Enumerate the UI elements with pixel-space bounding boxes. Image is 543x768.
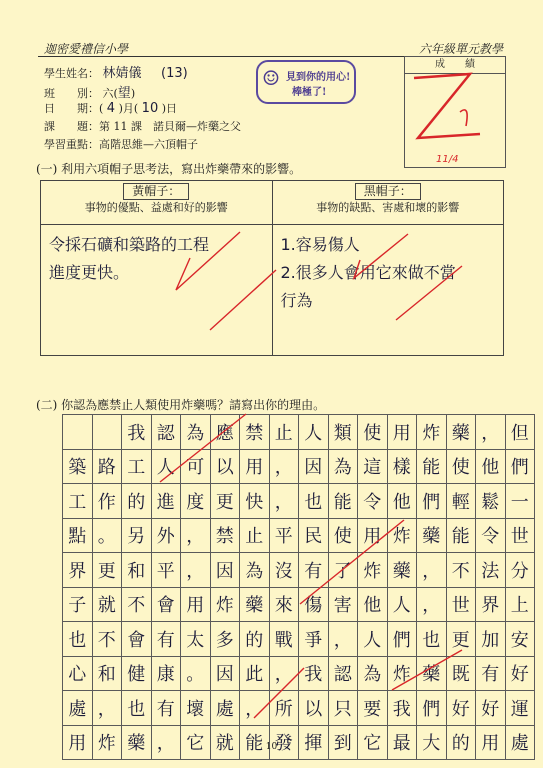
essay-cell: 人 — [299, 415, 329, 450]
essay-cell: 樣 — [387, 449, 417, 484]
black-answer-line: 行為 — [280, 291, 313, 310]
essay-cell: 炸 — [92, 725, 122, 760]
essay-cell: 要 — [358, 691, 388, 726]
question-1-prompt: (一) 利用六項帽子思考法，寫出炸藥帶來的影響。 — [36, 162, 302, 176]
essay-cell: 工 — [63, 484, 93, 519]
essay-cell: 有 — [151, 622, 181, 657]
essay-cell: 我 — [122, 415, 152, 450]
grade-stroke — [414, 74, 480, 138]
essay-cell: 也 — [417, 622, 447, 657]
essay-cell: 藥 — [387, 553, 417, 588]
essay-cell: 處 — [63, 691, 93, 726]
question-2-prompt: (二) 你認為應禁止人類使用炸藥嗎？請寫出你的理由。 — [36, 398, 326, 412]
essay-cell: 度 — [181, 484, 211, 519]
essay-cell: 傷 — [299, 587, 329, 622]
essay-cell: 安 — [505, 622, 535, 657]
essay-cell: 法 — [476, 553, 506, 588]
essay-cell: 以 — [299, 691, 329, 726]
subject-title: 六年級單元教學 — [418, 42, 503, 56]
essay-cell: 令 — [476, 518, 506, 553]
essay-cell: ， — [269, 449, 299, 484]
essay-cell: ， — [269, 484, 299, 519]
essay-cell: 不 — [122, 587, 152, 622]
essay-cell: 就 — [210, 725, 240, 760]
check-mark — [210, 270, 276, 330]
essay-cell: 炸 — [210, 587, 240, 622]
essay-cell: 有 — [476, 656, 506, 691]
essay-cell: 因 — [299, 449, 329, 484]
essay-cell: 進 — [151, 484, 181, 519]
essay-cell: 路 — [92, 449, 122, 484]
yellow-hat-desc: 事物的優點、益處和好的影響 — [84, 201, 228, 214]
essay-cell: 和 — [122, 553, 152, 588]
essay-cell: 就 — [92, 587, 122, 622]
school-name: 迦密愛禮信小學 — [44, 42, 129, 56]
page-number: 10 — [265, 742, 278, 752]
essay-cell: 人 — [387, 587, 417, 622]
essay-cell: 人 — [151, 449, 181, 484]
grade-label: 成 績 — [405, 57, 505, 74]
essay-cell: 炸 — [358, 553, 388, 588]
essay-cell: 輕 — [446, 484, 476, 519]
essay-cell: 應 — [210, 415, 240, 450]
essay-cell: ， — [328, 622, 358, 657]
focus-label: 學習重點： — [44, 138, 99, 151]
topic-value: 第 11 課 諾貝爾—炸藥之父 — [99, 120, 241, 133]
black-answer-line: 2.很多人會用它來做不當 — [280, 263, 456, 282]
essay-cell: 到 — [328, 725, 358, 760]
essay-cell: 築 — [63, 449, 93, 484]
essay-cell: 上 — [505, 587, 535, 622]
essay-cell: 能 — [417, 449, 447, 484]
class-label: 班 別： — [44, 87, 99, 100]
essay-cell: 界 — [63, 553, 93, 588]
essay-cell: 點 — [63, 518, 93, 553]
essay-cell: 外 — [151, 518, 181, 553]
check-mark — [392, 650, 462, 690]
essay-cell: 為 — [328, 449, 358, 484]
essay-cell: 界 — [476, 587, 506, 622]
essay-cell: 鬆 — [476, 484, 506, 519]
essay-cell: 也 — [122, 691, 152, 726]
essay-cell: 為 — [240, 553, 270, 588]
essay-cell: 另 — [122, 518, 152, 553]
essay-cell: 害 — [328, 587, 358, 622]
essay-cell: 只 — [328, 691, 358, 726]
essay-cell: 這 — [358, 449, 388, 484]
essay-cell: 一 — [505, 484, 535, 519]
essay-cell: 用 — [476, 725, 506, 760]
essay-cell: 藥 — [417, 656, 447, 691]
essay-cell: 炸 — [417, 415, 447, 450]
check-mark — [354, 234, 408, 278]
grade-stroke-small — [460, 110, 467, 126]
essay-cell: 發 — [269, 725, 299, 760]
essay-cell: 炸 — [387, 656, 417, 691]
grade-mark — [414, 74, 480, 138]
essay-cell: 用 — [358, 518, 388, 553]
essay-cell: 們 — [505, 449, 535, 484]
focus-value: 高階思維—六頂帽子 — [99, 138, 198, 151]
essay-cell: 有 — [151, 691, 181, 726]
essay-cell: 壞 — [181, 691, 211, 726]
essay-cell: 好 — [505, 656, 535, 691]
essay-cell: 可 — [181, 449, 211, 484]
essay-cell: 的 — [240, 622, 270, 657]
yellow-answer-line: 進度更快。 — [49, 263, 130, 282]
essay-cell: 更 — [210, 484, 240, 519]
essay-cell: 炸 — [387, 518, 417, 553]
check-mark — [176, 232, 240, 290]
essay-cell: 平 — [151, 553, 181, 588]
essay-cell: 止 — [269, 415, 299, 450]
essay-cell: 處 — [505, 725, 535, 760]
essay-cell: 戰 — [269, 622, 299, 657]
date-day: 10 — [141, 101, 159, 116]
essay-cell: 心 — [63, 656, 93, 691]
essay-cell: 會 — [122, 622, 152, 657]
essay-cell: 更 — [446, 622, 476, 657]
check-mark — [300, 520, 404, 604]
essay-cell: 它 — [358, 725, 388, 760]
essay-cell: 禁 — [210, 518, 240, 553]
essay-cell: 既 — [446, 656, 476, 691]
essay-cell: 作 — [92, 484, 122, 519]
student-name: 林婧儀 — [102, 66, 142, 81]
black-hat-desc: 事物的缺點、害處和壞的影響 — [316, 201, 460, 214]
essay-cell: 使 — [358, 415, 388, 450]
essay-cell: 最 — [387, 725, 417, 760]
name-label: 學生姓名： — [44, 67, 99, 80]
essay-cell: 健 — [122, 656, 152, 691]
essay-cell: ， — [417, 553, 447, 588]
essay-cell: 好 — [446, 691, 476, 726]
essay-cell: 因 — [210, 553, 240, 588]
essay-cell: 藥 — [446, 415, 476, 450]
check-mark — [160, 414, 246, 482]
date-month: 4 — [106, 101, 116, 116]
essay-cell: 但 — [505, 415, 535, 450]
essay-cell: 運 — [505, 691, 535, 726]
essay-cell: 好 — [476, 691, 506, 726]
essay-cell: 太 — [181, 622, 211, 657]
essay-cell: 不 — [446, 553, 476, 588]
essay-cell: ， — [181, 518, 211, 553]
essay-cell: 不 — [92, 622, 122, 657]
date-day-suffix: )日 — [161, 102, 178, 115]
essay-cell: 子 — [63, 587, 93, 622]
essay-cell: 處 — [210, 691, 240, 726]
essay-cell: ， — [269, 656, 299, 691]
essay-cell: 沒 — [269, 553, 299, 588]
essay-cell: 為 — [181, 415, 211, 450]
stamp-line-2: 棒極了! — [292, 87, 327, 98]
check-marks — [160, 232, 462, 718]
essay-cell: 。 — [92, 518, 122, 553]
essay-cell: 分 — [505, 553, 535, 588]
essay-cell: 快 — [240, 484, 270, 519]
essay-cell: 世 — [446, 587, 476, 622]
essay-cell: 揮 — [299, 725, 329, 760]
essay-cell: 能 — [446, 518, 476, 553]
essay-cell: 工 — [122, 449, 152, 484]
essay-cell: 類 — [328, 415, 358, 450]
essay-cell: 藥 — [240, 587, 270, 622]
black-answer-line: 1.容易傷人 — [280, 235, 360, 254]
essay-cell: 此 — [240, 656, 270, 691]
essay-cell: 爭 — [299, 622, 329, 657]
yellow-hat-title: 黃帽子： — [123, 183, 189, 200]
essay-cell: 人 — [358, 622, 388, 657]
essay-cell: 它 — [181, 725, 211, 760]
essay-cell: 們 — [387, 622, 417, 657]
topic-label: 課 題： — [44, 120, 99, 133]
check-mark — [254, 668, 304, 718]
essay-cell: 平 — [269, 518, 299, 553]
essay-cell: 用 — [387, 415, 417, 450]
essay-cell: 為 — [358, 656, 388, 691]
essay-cell: 能 — [328, 484, 358, 519]
student-number: (13) — [161, 66, 188, 81]
essay-cell: 也 — [63, 622, 93, 657]
essay-cell: 康 — [151, 656, 181, 691]
essay-cell: 他 — [387, 484, 417, 519]
essay-cell: ， — [240, 691, 270, 726]
essay-cell: 了 — [328, 553, 358, 588]
essay-cell: 加 — [476, 622, 506, 657]
essay-cell: 用 — [63, 725, 93, 760]
essay-cell: 用 — [240, 449, 270, 484]
essay-cell: 也 — [299, 484, 329, 519]
essay-cell: 來 — [269, 587, 299, 622]
essay-cell: ， — [181, 553, 211, 588]
grade-date: 11/4 — [436, 154, 459, 165]
essay-cell: 因 — [210, 656, 240, 691]
essay-cell: ， — [151, 725, 181, 760]
essay-cell: 藥 — [122, 725, 152, 760]
essay-cell: 的 — [446, 725, 476, 760]
essay-cell: 會 — [151, 587, 181, 622]
essay-cell: 使 — [446, 449, 476, 484]
essay-cell: 以 — [210, 449, 240, 484]
essay-cell: 禁 — [240, 415, 270, 450]
essay-cell: ， — [92, 691, 122, 726]
essay-cell: 能 — [240, 725, 270, 760]
stamp-line-1: 見到你的用心! — [286, 72, 351, 83]
essay-cell: 的 — [122, 484, 152, 519]
yellow-answer-line: 令採石礦和築路的工程 — [49, 235, 210, 254]
essay-cell: 大 — [417, 725, 447, 760]
essay-cell: ， — [417, 587, 447, 622]
essay-cell: 多 — [210, 622, 240, 657]
essay-cell: 令 — [358, 484, 388, 519]
essay-cell: 更 — [92, 553, 122, 588]
class-prefix: 六( — [102, 87, 118, 100]
date-label: 日 期：( — [44, 102, 104, 115]
essay-cell: 認 — [151, 415, 181, 450]
essay-cell: 所 — [269, 691, 299, 726]
class-suffix: ) — [130, 87, 136, 100]
essay-cell: 們 — [417, 691, 447, 726]
essay-cell: 止 — [240, 518, 270, 553]
class-value: 望 — [117, 86, 131, 101]
essay-cell: 他 — [476, 449, 506, 484]
essay-cell: 使 — [328, 518, 358, 553]
check-mark — [396, 266, 462, 320]
essay-cell: 民 — [299, 518, 329, 553]
essay-cell: 世 — [505, 518, 535, 553]
black-hat-title: 黑帽子： — [355, 183, 421, 200]
essay-cell: 有 — [299, 553, 329, 588]
date-month-suffix: )月( — [118, 102, 139, 115]
essay-cell: 和 — [92, 656, 122, 691]
essay-cell: 我 — [387, 691, 417, 726]
essay-cell: 他 — [358, 587, 388, 622]
frog-face-icon: ☺ — [262, 66, 280, 90]
essay-cell: 我 — [299, 656, 329, 691]
essay-cell: 認 — [328, 656, 358, 691]
essay-cell: 藥 — [417, 518, 447, 553]
essay-cell: ， — [476, 415, 506, 450]
essay-cell: 。 — [181, 656, 211, 691]
essay-cell: 們 — [417, 484, 447, 519]
essay-cell: 用 — [181, 587, 211, 622]
